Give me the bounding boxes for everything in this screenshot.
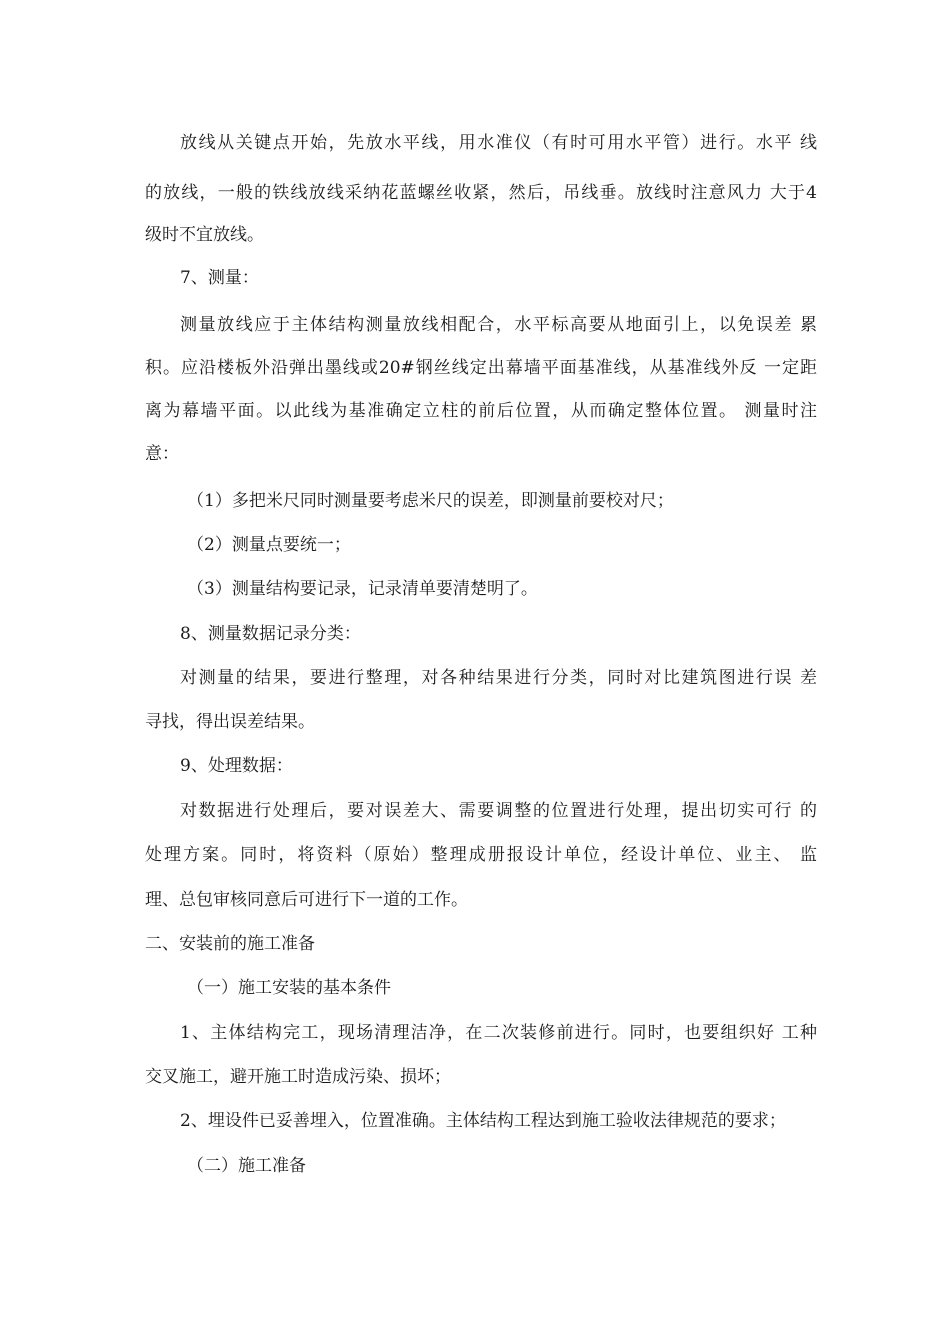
paragraph-line: 放线从关键点开始，先放水平线，用水准仪（有时可用水平管）进行。水平 线 xyxy=(180,133,817,153)
section-heading: 9、处理数据： xyxy=(180,756,293,776)
subsection-heading: （一）施工安装的基本条件 xyxy=(187,978,391,998)
section-heading: 7、测量： xyxy=(180,268,259,288)
paragraph-line: 意： xyxy=(145,444,179,464)
paragraph-line: 的放线，一般的铁线放线采纳花蓝螺丝收紧，然后，吊线垂。放线时注意风力 大于4 xyxy=(145,183,817,203)
paragraph-line: 对数据进行处理后，要对误差大、需要调整的位置进行处理，提出切实可行 的 xyxy=(180,801,817,821)
section-heading: 8、测量数据记录分类： xyxy=(180,624,361,644)
chapter-heading: 二、安装前的施工准备 xyxy=(145,934,315,954)
paragraph-line: 2、埋设件已妥善埋入，位置准确。主体结构工程达到施工验收法律规范的要求； xyxy=(180,1111,786,1131)
paragraph-line: 对测量的结果，要进行整理，对各种结果进行分类，同时对比建筑图进行误 差 xyxy=(180,668,817,688)
paragraph-line: 积。应沿楼板外沿弹出墨线或20#钢丝线定出幕墙平面基准线，从基准线外反 一定距 xyxy=(145,358,817,378)
paragraph-line: 离为幕墙平面。以此线为基准确定立柱的前后位置，从而确定整体位置。 测量时注 xyxy=(145,401,817,421)
list-item: （1）多把米尺同时测量要考虑米尺的误差，即测量前要校对尺； xyxy=(187,491,674,511)
paragraph-line: 交叉施工，避开施工时造成污染、损坏； xyxy=(145,1067,451,1087)
paragraph-line: 理、总包审核同意后可进行下一道的工作。 xyxy=(145,890,468,910)
paragraph-line: 级时不宜放线。 xyxy=(145,225,264,245)
list-item: （3）测量结构要记录，记录清单要清楚明了。 xyxy=(187,579,538,599)
paragraph-line: 处理方案。同时，将资料（原始）整理成册报设计单位，经设计单位、业主、 监 xyxy=(145,845,817,865)
subsection-heading: （二）施工准备 xyxy=(187,1156,306,1176)
paragraph-line: 寻找，得出误差结果。 xyxy=(145,712,315,732)
paragraph-line: 测量放线应于主体结构测量放线相配合，水平标高要从地面引上，以免误差 累 xyxy=(180,315,817,335)
list-item: （2）测量点要统一； xyxy=(187,535,351,555)
paragraph-line: 1、主体结构完工，现场清理洁净，在二次装修前进行。同时，也要组织好 工种 xyxy=(180,1023,817,1043)
